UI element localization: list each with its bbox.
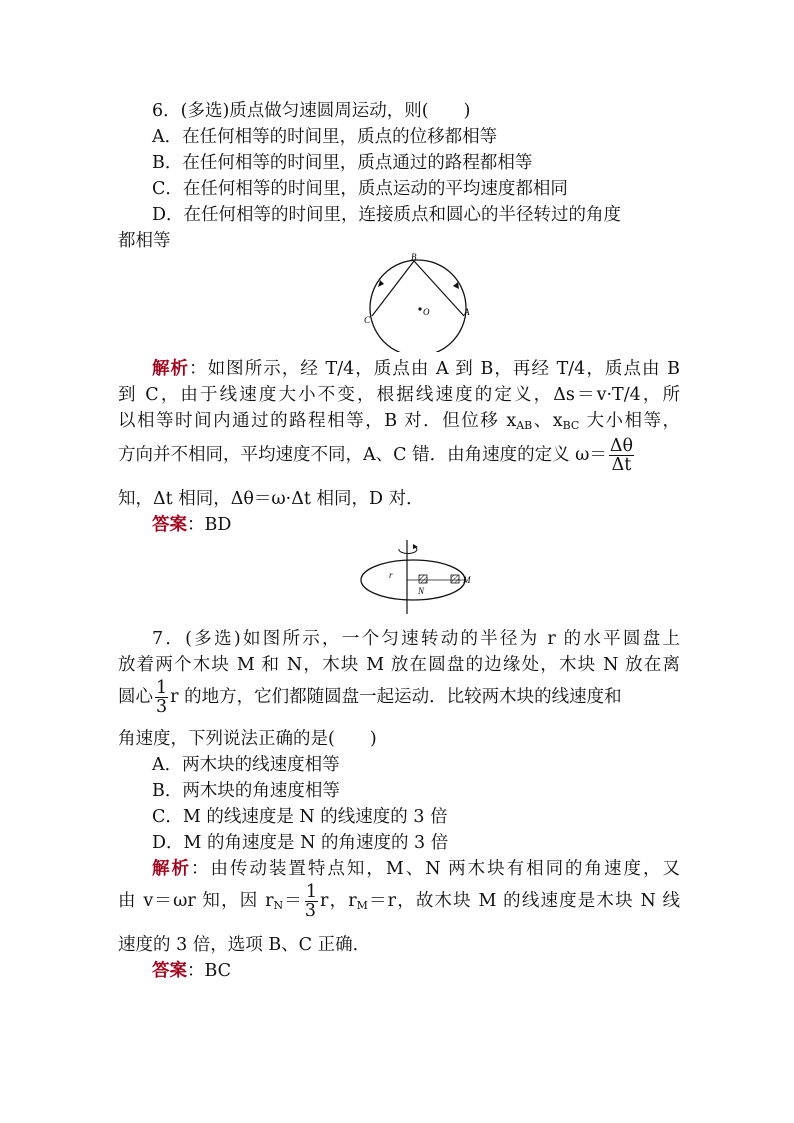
- q7-stem-line2: 放着两个木块 M 和 N，木块 M 放在圆盘的边缘处，木块 N 放在离: [118, 655, 680, 675]
- q7-option-a: A．两木块的线速度相等: [152, 755, 340, 775]
- fraction-one-third: $\frac{1}{3}$: [156, 678, 168, 717]
- q7-answer: 答案：BC: [152, 961, 232, 981]
- q7-analysis-line2: 由 v＝ωr 知，因 $r_N=$ $\frac{1}{3}$ r，$r_M=r$，故木块 M 的线速度是木块 N 线: [118, 882, 680, 921]
- fraction-dtheta-dt: $\frac{\Delta\theta}{\Delta t}$: [609, 436, 634, 475]
- q7-option-b: B．两木块的角速度相等: [152, 781, 340, 801]
- q6-analysis-line5: 知，Δt 相同，Δθ＝ω·Δt 相同，D 对．: [118, 489, 424, 509]
- q6-option-d-cont: 都相等: [118, 231, 171, 251]
- label-o: O: [423, 307, 430, 317]
- q7-analysis-line1: 解析：由传动装置特点知，M、N 两木块有相同的角速度，又: [152, 859, 681, 879]
- arc-arrow-right: [453, 282, 459, 289]
- center-dot: [418, 307, 421, 310]
- q7-stem-line3: 圆心 $\frac{1}{3}$ r 的地方，它们都随圆盘一起运动．比较两木块的线速度和: [118, 678, 622, 717]
- label-a: A: [464, 307, 470, 317]
- analysis-text: ：如图所示，经 T/4，质点由 A 到 B，再经 T/4，质点由 B: [189, 359, 681, 379]
- label-n: N: [418, 586, 425, 596]
- q6-analysis-line4: 方向并不相同，平均速度不同，A、C 错．由角速度的定义 ω＝ $\frac{\Delta\theta}{\Delta t}$: [118, 436, 634, 475]
- q7-option-c: C．M 的线速度是 N 的线速度的 3 倍: [152, 807, 448, 827]
- chord-cb: [372, 261, 414, 316]
- q7-stem-line1: 7．(多选)如图所示，一个匀速转动的半径为 r 的水平圆盘上: [152, 629, 680, 649]
- q6-analysis-line2: 到 C，由于线速度大小不变，根据线速度的定义，Δs＝v·T/4，所: [118, 385, 680, 405]
- q7-analysis-line3: 速度的 3 倍，选项 B、C 正确．: [118, 935, 371, 955]
- q7-stem-line4: 角速度，下列说法正确的是( ): [118, 729, 377, 749]
- q6-analysis-line3: 以相等时间内通过的路程相等，B 对．但位移 $x_{AB}$、$x_{BC}$ 大小相等，: [118, 411, 681, 432]
- q7-disc-figure: [355, 538, 485, 618]
- fraction-one-third-analysis: $\frac{1}{3}$: [304, 882, 318, 921]
- q6-option-c: C．在任何相等的时间里，质点运动的平均速度都相同: [152, 179, 568, 199]
- q6-option-a: A．在任何相等的时间里，质点的位移都相等: [152, 127, 498, 147]
- q7-option-d: D．M 的角速度是 N 的角速度的 3 倍: [152, 833, 449, 853]
- q6-answer: 答案：BD: [152, 515, 232, 535]
- block-m: [451, 575, 459, 583]
- analysis-label: 解析: [152, 359, 190, 379]
- q6-stem: 6．(多选)质点做匀速圆周运动，则( ): [152, 101, 471, 121]
- rotation-arrowhead-icon: [413, 544, 418, 549]
- circle-outline: [370, 260, 466, 352]
- q6-analysis-line1: [152, 356, 680, 382]
- q6-option-b: B．在任何相等的时间里，质点通过的路程都相等: [152, 153, 533, 173]
- label-b: B: [411, 252, 417, 262]
- q6-option-d: D．在任何相等的时间里，连接质点和圆心的半径转过的角度: [152, 205, 622, 225]
- block-n: [419, 575, 427, 583]
- label-c: C: [364, 315, 371, 325]
- label-r: r: [389, 570, 393, 580]
- q6-circle-figure: [360, 252, 480, 352]
- label-m: M: [463, 575, 471, 585]
- chord-ba: [414, 261, 464, 316]
